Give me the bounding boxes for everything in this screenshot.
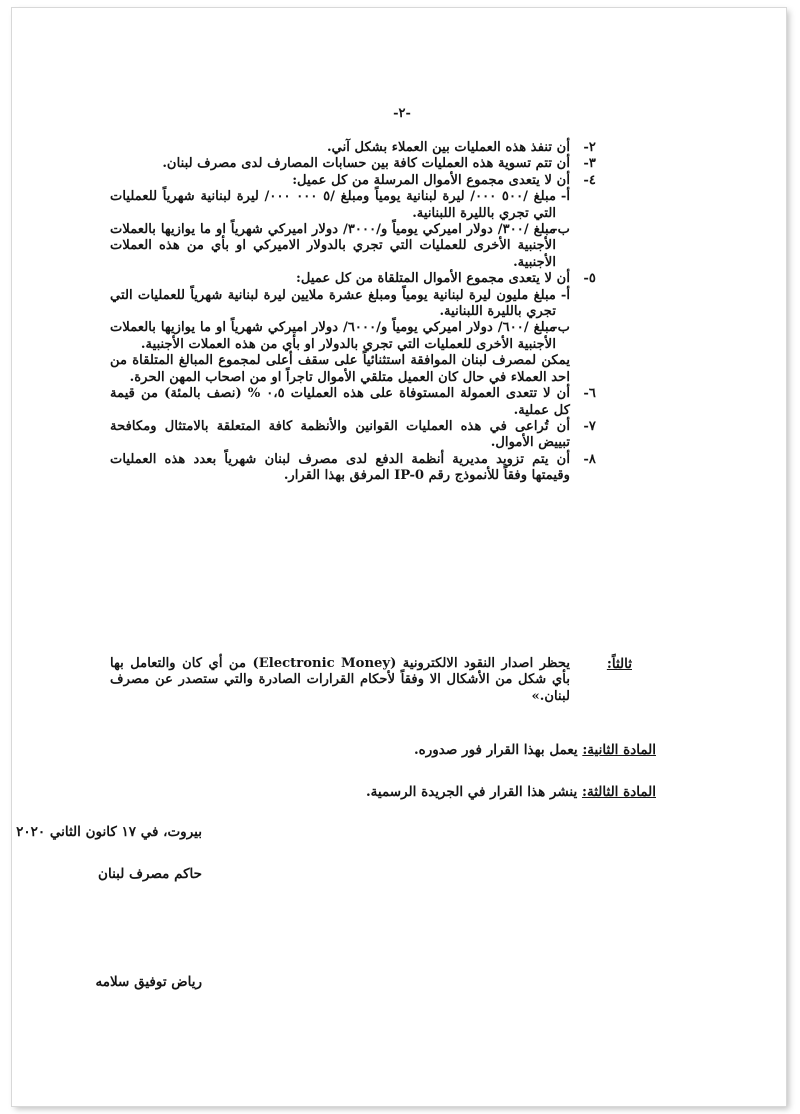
sub-text: مبلغ مليون ليرة لبنانية يومياً ومبلغ عشرة ملايين ليرة لبنانية شهرياً للعمليات التي تجري بالليرة اللبنانية. — [110, 287, 556, 320]
clause-3 — [110, 156, 596, 172]
article-three — [256, 784, 656, 800]
sub-text: مبلغ /٥٠٠ ٠٠٠/ ليرة لبنانية يومياً ومبلغ /٥ ٠٠٠ ٠٠٠/ ليرة لبنانية شهرياً للعمليات التي تجري بالليرة اللبنانية. — [110, 189, 557, 221]
clause-number: ٦- — [583, 386, 596, 402]
clause-5 — [110, 271, 596, 386]
clause-number: ٣- — [583, 156, 596, 172]
third-heading: ثالثاً: — [606, 656, 632, 672]
clause-4 — [110, 173, 596, 271]
article-two-text: يعمل بهذا القرار فور صدوره. — [413, 742, 578, 758]
clause-number: ٤- — [583, 172, 596, 188]
sub-text: مبلغ /٣٠٠/ دولار اميركي يومياً و/٣٠٠٠/ دولار اميركي شهرياً او ما يوازيها بالعملات الأجنبية الأخرى للعمليات التي تجري بالدولار الاميركي او بأي من هذه العملات الأجنبية. — [110, 222, 556, 270]
sub-number: ب- — [552, 222, 570, 238]
sub-text: مبلغ /٦٠٠/ دولار اميركي يومياً و/٦٠٠٠/ دولار اميركي شهرياً او ما يوازيها بالعملات الأجنبية الأخرى للعمليات التي تجري بالدولار او بأي من هذه العملات الأجنبية. — [110, 320, 556, 352]
clause-text: أن لا يتعدى مجموع الأموال المتلقاة من كل عميل: — [296, 271, 570, 287]
clause-text: أن يتم تزويد مديرية أنظمة الدفع لدى مصرف لبنان شهرياً بعدد هذه العمليات وقيمتها وفقاً للأنموذج رقم IP-0 المرفق بهذا القرار. — [110, 451, 570, 484]
clause-number: ٧- — [583, 418, 596, 434]
signature-name: رياض توفيق سلامه — [95, 974, 202, 990]
signature-title: حاكم مصرف لبنان — [98, 866, 202, 882]
sub-number: ب- — [552, 320, 570, 336]
clause-text: أن تنفذ هذه العمليات بين العملاء بشكل آني. — [326, 140, 570, 155]
clause-number: ٨- — [583, 451, 596, 467]
clause-4-sub-b — [110, 222, 570, 271]
conditions-list — [110, 140, 596, 485]
article-two-label: المادة الثانية: — [582, 742, 656, 758]
clause-5-sub-a — [110, 288, 570, 321]
clause-7 — [110, 419, 596, 452]
article-two — [256, 742, 656, 758]
clause-2 — [110, 140, 596, 156]
document-page — [12, 8, 786, 1106]
clause-5-note: يمكن لمصرف لبنان الموافقة استثنائياً على سقف أعلى لمجموع المبالغ المتلقاة من احد العملاء في حال كان العميل متلقي الأموال تاجراً او من اصحاب المهن الحرة. — [110, 353, 570, 385]
clause-text: أن تُراعى في هذه العمليات القوانين والأنظمة كافة المتعلقة بالامتثال ومكافحة تبييض الأموال. — [110, 418, 570, 451]
sub-number: أ- — [560, 189, 570, 205]
article-three-text: ينشر هذا القرار في الجريدة الرسمية. — [365, 784, 578, 800]
clause-text: أن لا تتعدى العمولة المستوفاة على هذه العمليات ٠،٥ % (نصف بالمئة) من قيمة كل عملية. — [110, 386, 570, 418]
clause-4-sub-a — [110, 189, 570, 222]
page-number: -٢- — [393, 106, 411, 121]
clause-8 — [110, 452, 596, 485]
article-three-label: المادة الثالثة: — [581, 784, 656, 800]
clause-6 — [110, 386, 596, 419]
clause-number: ٥- — [583, 271, 596, 287]
clause-text: أن لا يتعدى مجموع الأموال المرسلة من كل عميل: — [292, 172, 570, 188]
signature-date: بيروت، في ١٧ كانون الثاني ٢٠٢٠ — [16, 824, 202, 840]
clause-5-sub-b — [110, 320, 570, 353]
clause-number: ٢- — [583, 140, 596, 155]
clause-text: أن تتم تسوية هذه العمليات كافة بين حسابات المصارف لدى مصرف لبنان. — [162, 156, 570, 172]
third-text: يحظر اصدار النقود الالكترونية (Electronic Money) من أي كان والتعامل بها بأي شكل من الأشكال الا وفقاً لأحكام القرارات الصادرة والتي ستصدر عن مصرف لبنان.» — [110, 656, 571, 704]
sub-number: أ- — [560, 287, 570, 303]
